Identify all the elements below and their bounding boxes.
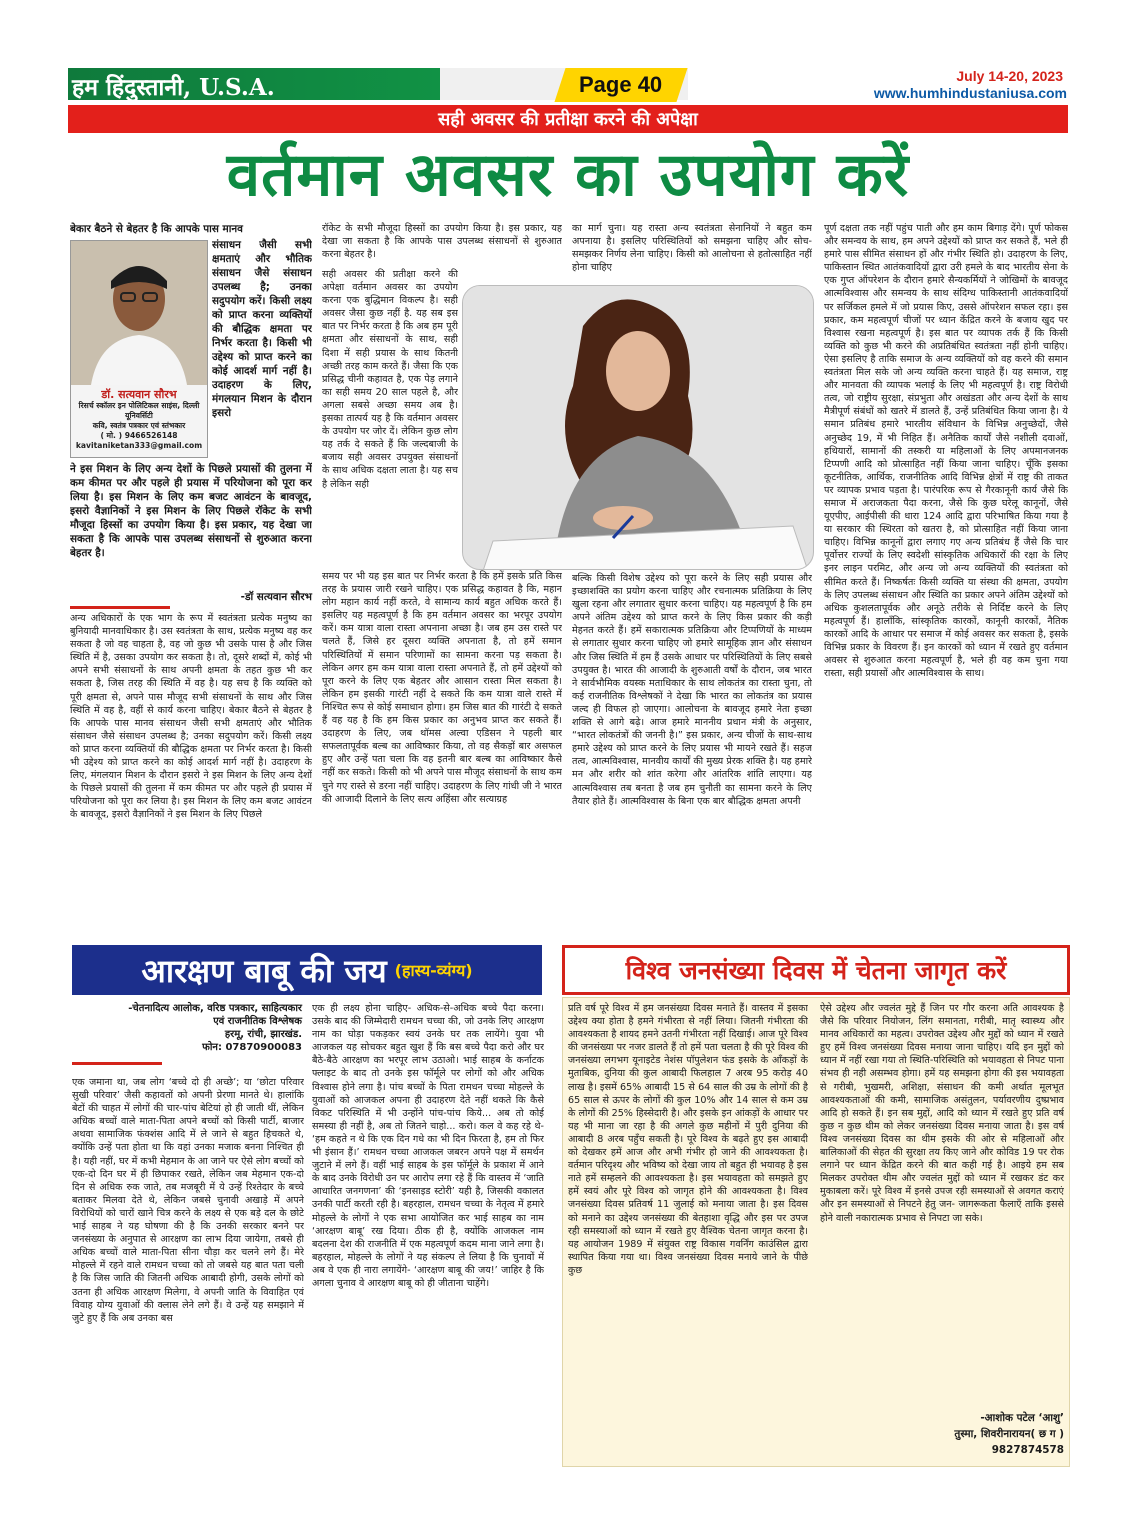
author-name: डॉ. सत्यवान सौरभ (101, 388, 177, 401)
lead-top: बेकार बैठने से बेहतर है कि आपके पास मानव (70, 223, 243, 235)
population-signature (820, 1410, 1064, 1458)
page-number: Page 40 (579, 72, 663, 97)
article1-col2-mid: सही अवसर की प्रतीक्षा करने की अपेक्षा वर्तमान अवसर का उपयोग करना एक बुद्धिमान विकल्प है। सही अवसर जैसा कुछ नहीं है. यह सब इस बात पर निर्भर करता है कि अब हम पूरी क्षमता और संसाधनों के साथ, सही दिशा में सही प्रयास के साथ कितनी अच्छी तरह काम करते हैं। जैसा कि एक प्रसिद्ध चीनी कहावत है, एक पेड़ लगाने का सही समय 20 साल पहले है, और अगला सबसे अच्छा समय अब है। इसका तात्पर्य यह है कि वर्तमान अवसर के उपयोग पर जोर दें। लेकिन कुछ लोग यह तर्क दे सकते हैं कि जल्दबाजी के बजाय सही अवसर उपयुक्त संसाधनों के साथ अधिक दक्षता लाता है। यह सच है लेकिन सही (322, 269, 458, 490)
population-col2: ऐसे उद्देश्य और ज्वलंत मुद्दे हैं जिन पर गौर करना अति आवश्यक है जैसे कि परिवार नियोजन, लिंग समानता, गरीबी, मातृ स्वास्थ्य और मानव अधिकारों का महत्व। उपरोक्त उद्देश्य और मुद्दों को ध्यान में रखते हुए हमें विश्व जनसंख्या दिवस मनाया जाना चाहिए। यदि इन मुद्दों को ध्यान में नहीं रखा गया तो स्थिति-परिस्थिति को भयावहता से निपट पाना संभव ही नही असम्भव होगा। हमें यह समझना होगा की इस भयावहता से गरीबी, भुखमरी, अशिक्षा, संसाधन की कमी अर्थात मूलभूत आवश्यकताओं की कमी, सामाजिक असंतुलन, पर्यावरणीय दुष्प्रभाव आदि हो सकते हैं। इन सब मुद्दों, आदि को ध्यान में रखते हुए प्रति वर्ष कुछ न कुछ थीम को लेकर जनसंख्या दिवस मनाया जाता है। इस वर्ष विश्व जनसंख्या दिवस का थीम इसके की ओर से महिलाओं और बालिकाओं की सेहत की सुरक्षा तय किए जाने और कोविड 19 पर रोक लगाने पर ध्यान केंद्रित करने की बात कही गई है। आइये हम सब मिलकर उपरोक्त थीम और ज्वलंत मुद्दों को ध्यान में रखकर डंट कर मुकाबला करें। पूरे विश्व में इनसे उपज रही समस्याओं से अवगत कराएं और इन समस्याओं से निपटने हेतु जन- जागरूकता फैलाएँ ताकि इससे होने वाली नकारात्मक प्रभाव से निपटा जा सके। (820, 1003, 1064, 1224)
article1-col4: पूर्ण दक्षता तक नहीं पहुंच पाती और हम काम बिगाड़ देंगे। पूर्ण फोकस और समन्वय के साथ, हम अपने उद्देश्यों को प्राप्त कर सकते हैं, भले ही हमारे पास सीमित संसाधन हों और गंभीर स्थिति हो। उदाहरण के लिए, पाकिस्तान स्थित आतंकवादियों द्वारा उरी हमले के बाद भारतीय सेना के एक गुप्त ऑपरेशन के दौरान हमारे सैन्यकर्मियों ने जोखिमों के बावजूद आत्मविश्वास और समन्वय के साथ संदिग्ध पाकिस्तानी आतंकवादियों पर सर्जिकल हमले में जो प्रयास किए, उससे ऑपरेशन सफल रहा। इस प्रकार, कम महत्वपूर्ण चीजों पर ध्यान केंद्रित करने के बजाय खुद पर विश्वास रखना महत्वपूर्ण है। इस बात पर व्यापक तर्क हैं कि किसी व्यक्ति को कुछ भी करने की अप्रतिबंधित स्वतंत्रता नहीं होनी चाहिए। ऐसा इसलिए है ताकि समाज के अन्य व्यक्तियों को वह करने की समान स्वतंत्रता मिल सके जो अन्य व्यक्ति करना चाहते हैं। यह समाज, राष्ट्र और मानवता की व्यापक भलाई के लिए भी महत्वपूर्ण है। राष्ट्र विरोधी तत्व, जो राष्ट्रीय सुरक्षा, संप्रभुता और अखंडता और अन्य देशों के साथ मैत्रीपूर्ण संबंधों को खतरे में डालते हैं, उन्हें प्रतिबंधित किया जाना है। ये समान प्रतिबंध हमारे भारतीय संविधान के विभिन्न अनुच्छेदों, जैसे अनुच्छेद 19, में भी निहित हैं। अनैतिक कार्यों जैसे नशीली दवाओं, हथियारों, सामानों की तस्करी या महिलाओं के लिए अपमानजनक टिप्पणी आदि को प्रोत्साहित नहीं किया जाना चाहिए। चूँकि इसका कूटनीतिक, आर्थिक, राजनीतिक आदि विभिन्न क्षेत्रों में राष्ट्र की ताकत पर व्यापक प्रभाव पड़ता है। पारंपरिक रूप से गैरकानूनी कार्य जैसे कि समाज में अराजकता पैदा करना, जैसे कि कुछ घरेलू कानूनों, जैसे यूएपीए, आईपीसी की धारा 124 आदि द्वारा परिभाषित किया गया है या सरकार की स्थिरता को खतरा है, को प्रोत्साहित नहीं किया जाना चाहिए। विभिन्न कानूनों द्वारा लगाए गए अन्य प्रतिबंध हैं जैसे कि चार पूर्वोत्तर राज्यों के लिए स्वदेशी सांस्कृतिक अधिकारों की रक्षा के लिए इनर लाइन परमिट, और अन्य जो अन्य व्यक्तियों की स्वतंत्रता को सीमित करते हैं। निष्कर्षतः किसी व्यक्ति या संस्था की क्षमता, उपयोग के लिए उपलब्ध संसाधन और स्थिति का प्रकार अपने अंतिम उद्देश्यों को अधिक कुशलतापूर्वक और अनूठे तरीके से निर्दिष्ट करने के लिए महत्वपूर्ण हैं। हालाँकि, सांस्कृतिक कारकों, कानूनी कारकों, नैतिक कारकों आदि के आधार पर समाज में कोई अवसर कर सकता है, इसके विभिन्न प्रकार के विवरण हैं। इन कारकों को ध्यान में रखते हुए वर्तमान अवसर से शुरुआत करना महत्वपूर्ण है, भले ही वह कम चुना गया रास्ता, सही प्रयासों और आत्मविश्वास के साथ। (824, 223, 1068, 680)
signature-phone: 9827874578 (991, 1444, 1064, 1456)
lead-signature: -डॉ सत्यवान सौरभ (240, 591, 312, 603)
byline-line-2: एवं राजनीतिक विश्लेषक (213, 1016, 302, 1027)
article1-col1: अन्य अधिकारों के एक भाग के रूप में स्वतंत्रता प्रत्येक मनुष्य का बुनियादी मानवाधिकार है। उस स्वतंत्रता के साथ, प्रत्येक मनुष्य वह कर सकता है जो वह चाहता है, वह जो कुछ भी उसके पास है और जिस स्थिति में है, उसका उपयोग कर सकता है। तो, दूसरे शब्दों में, कोई भी अपने सभी संसाधनों के साथ अपनी क्षमता के तहत कुछ भी कर सकता है, जिस तरह की स्थिति में वह है। यह सच है कि व्यक्ति को पूरी क्षमता से, अपने पास मौजूद सभी संसाधनों के साथ और जिस स्थिति में वह है, वहीं से कार्य करना चाहिए। बेकार बैठने से बेहतर है कि आपके पास मानव संसाधन जैसी सभी क्षमताएं और भौतिक संसाधन जैसे संसाधन उपलब्ध है; उनका सदुपयोग करें। किसी लक्ष्य को प्राप्त करना व्यक्तियों की बौद्धिक क्षमता पर निर्भर करता है। किसी भी उद्देश्य को प्राप्त करने का कोई आदर्श मार्ग नहीं है। उदाहरण के लिए, मंगलयान मिशन के दौरान इसरो ने इस मिशन के लिए अन्य देशों के पिछले प्रयासों की तुलना में कम कीमत पर और पहले ही प्रयास में परियोजना को पूरा कर लिया है। इस मिशन के लिए कम बजट आवंटन के बावजूद, इसरो वैज्ञानिकों ने इस मिशन के लिए पिछले (70, 613, 312, 821)
satire-tag: (हास्य-व्यंग्य) (394, 961, 473, 980)
divider (70, 606, 170, 609)
signature-name: -आशोक पटेल ‘आशु’ (980, 1412, 1064, 1424)
byline-line-1: -चेतनादित्य आलोक, वरिष्ठ पत्रकार, साहित्यकार (128, 1003, 302, 1014)
signature-place: तुस्मा, शिवरीनारायन( छ ग ) (954, 1428, 1064, 1440)
byline-line-4: फोन: 07870900083 (202, 1042, 302, 1053)
author-role-2: कवि, स्वतंत्र पत्रकार एवं स्तंभकार (92, 421, 186, 430)
author-phone: ( मो. ) 9466526148 (100, 431, 178, 440)
satire-col1: एक जमाना था, जब लोग ‘बच्चे दो ही अच्छे’; या ‘छोटा परिवार सुखी परिवार’ जैसी कहावतों को अपनी प्रेरणा मानते थे। हालांकि बेटों की चाहत में लोगों की चार-पांच बेटियां हो ही जाती थीं, लेकिन अधिक बच्चों वाले माता-पिता अपने बच्चों को किसी पार्टी, बाजार अथवा सामाजिक फंक्शंस आदि में ले जाने से बहुत हिचकते थे, क्योंकि उन्हें पता होता था कि वहां उनका मजाक बनना निश्चित ही है। यही नहीं, घर में कभी मेहमान के आ जाने पर ऐसे लोग बच्चों को एक-दो दिन घर में ही छिपाकर रखते, लेकिन जब मेहमान एक-दो दिन से अधिक रुक जाते, तब मजबूरी में ये उन्हें रिश्तेदार के बच्चे बताकर मिलवा देते थे, लेकिन जबसे चुनावी अखाड़े में अपने विरोधियों को चारों खाने चित्र करने के लक्ष्य से एक बड़े दल के छोटे भाई साहब ने यह घोषणा की है कि उनकी सरकार बनने पर जनसंख्या के अनुपात से आरक्षण का लाभ दिया जायेगा, तबसे ही अधिक बच्चों वाले माता-पिता सीना चौड़ा कर चलने लगे हैं। मेरे मोहल्ले में रहने वाले रामधन चच्चा को तो जबसे यह बात पता चली है कि जिस जाति की जितनी अधिक आबादी होगी, उसके लोगों को उतना ही अधिक आरक्षण मिलेगा, वे अपनी जाति के विवाहित एवं विवाह योग्य युवाओं की क्लास लेने लगे हैं। वे उन्हें यह समझाने में जुटे हुए हैं कि अब उनका बस (72, 1077, 304, 1324)
student-writing-photo (462, 285, 814, 570)
masthead-title: हम हिंदुस्तानी, U.S.A. (72, 74, 275, 101)
satire-col2: एक ही लक्ष्य होना चाहिए- अधिक-से-अधिक बच्चे पैदा करना। उसके बाद की जिम्मेदारी रामधन चच्चा की, जो उनके लिए आरक्षण नाम का घोड़ा पकड़कर स्वयं उनके घर तक लायेंगे। युवा भी आजकल यह सोचकर बहुत खुश हैं कि बस बच्चे पैदा करो और घर बैठे-बैठे आरक्षण का भरपूर लाभ उठाओ। भाई साहब के कर्नाटक फ्लाइट के बाद तो उनके इस फॉर्मूले पर लोगों को और अधिक विश्वास होने लगा है। पांच बच्चों के पिता रामधन चच्चा मोहल्ले के युवाओं को आजकल अपना ही उदाहरण देते नहीं थकते कि कैसे विकट परिस्थिति में भी उन्होंने पांच-पांच किये... अब तो कोई समस्या ही नहीं है, अब तो जितने चाहो... करो। कल वे कह रहे थे- ‘हम कहते न थे कि एक दिन गधे का भी दिन फिरता है, हम तो फिर भी इंसान हैं।’ रामधन चच्चा आजकल जबरन अपने पक्ष में समर्थन जुटाने में लगे हैं। वहीं भाई साहब के इस फॉर्मूले के प्रकाश में आने के बाद उनके विरोधी उन पर आरोप लगा रहे हैं कि वास्तव में ‘जाति आधारित जनगणना’ की ‘इनसाइड स्टोरी’ यही है, जिसकी वकालत उनकी पार्टी करती रही है। बहरहाल, रामधन चच्चा के नेतृत्व में हमारे मोहल्ले के लोगों ने एक सभा आयोजित कर भाई साहब का नाम ‘आरक्षण बाबू’ रख दिया। ठीक ही है, क्योंकि आजकल नाम बदलना देश की राजनीति में एक महत्वपूर्ण कदम माना जाने लगा है। बहरहाल, मोहल्ले के लोगों ने यह संकल्प ले लिया है कि चुनावों में अब वे एक ही नारा लगायेंगे- ‘आरक्षण बाबू की जय!’ जाहिर है कि अगला चुनाव वे आरक्षण बाबू को ही जीताना चाहेंगे। (312, 1003, 544, 1289)
article-kicker: सही अवसर की प्रतीक्षा करने की अपेक्षा (68, 105, 1068, 133)
page-number-tab (554, 68, 687, 102)
author-photo (71, 241, 207, 385)
article-headline: वर्तमान अवसर का उपयोग करें (226, 140, 910, 210)
site-url[interactable]: www.humhindustaniusa.com (873, 85, 1067, 101)
author-role: रिसर्च स्कॉलर इन पोलिटिकल साइंस, दिल्ली यूनिवर्सिटी (78, 401, 200, 420)
article1-col3-top: का मार्ग चुना। यह रास्ता अन्य स्वतंत्रता सेनानियों ने बहुत कम अपनाया है। इसलिए परिस्थितियों को समझना चाहिए और सोच-समझकर निर्णय लेना चाहिए। किसी को आलोचना से हतोत्साहित नहीं होना चाहिए (572, 223, 812, 274)
author-portrait-image (71, 241, 207, 385)
author-description (73, 401, 205, 451)
divider (72, 1062, 162, 1065)
author-email[interactable]: kavitaniketan333@gmail.com (75, 441, 203, 450)
satire-title-banner (72, 945, 542, 995)
satire-title: आरक्षण बाबू की जय (141, 951, 387, 990)
article1-col2-bottom: समय पर भी यह इस बात पर निर्भर करता है कि हमें इसके प्रति किस तरह के प्रयास जारी रखने चाहिए। एक प्रसिद्ध कहावत है कि, महान लोग महान कार्य नहीं करते, वे सामान्य कार्य बहुत अधिक करते हैं। इसलिए यह महत्वपूर्ण है कि हम वर्तमान अवसर का भरपूर उपयोग करें। कम यात्रा वाला रास्ता अपनाना अच्छा है। जब हम उस रास्ते पर चलते हैं, जिसे हर दूसरा व्यक्ति अपनाता है, तो हमें समान परिस्थितियों में समान परिणामों का सामना करना पड़ सकता है। लेकिन अगर हम कम यात्रा वाला रास्ता अपनाते हैं, तो हमें उद्देश्यों को पूरा करने के लिए एक बेहतर और आसान रास्ता मिल सकता है। लेकिन हम इसकी गारंटी नहीं दे सकते कि कम यात्रा वाले रास्ते में निश्चित रूप से कोई समाधान होगा। हम जिस बात की गारंटी दे सकते हैं वह यह है कि हम किस प्रकार का अनुभव प्राप्त कर सकते हैं। उदाहरण के लिए, जब थॉमस अल्वा एडिसन ने पहली बार सफलतापूर्वक बल्ब का आविष्कार किया, तो वह सैकड़ों बार असफल हुए और उन्हें पता चला कि वह इतनी बार बल्ब का आविष्कार कैसे नहीं कर सकते। किसी को भी अपने पास मौजूद संसाधनों के साथ कम चुने गए रास्ते से डरना नहीं चाहिए। उदाहरण के लिए गांधी जी ने भारत की आजादी दिलाने के लिए सत्य अहिंसा और सत्याग्रह (322, 571, 562, 805)
lead-bottom: ने इस मिशन के लिए अन्य देशों के पिछले प्रयासों की तुलना में कम कीमत पर और पहले ही प्रयास में परियोजना को पूरा कर लिया है। इस मिशन के लिए कम बजट आवंटन के बावजूद, इसरो वैज्ञानिकों ने इस मिशन के लिए पिछले रॉकेट के सभी मौजूदा हिस्सों का उपयोग किया है। इस प्रकार, यह देखा जा सकता है कि आपके पास उपलब्ध संसाधनों से शुरुआत करना बेहतर है। (70, 463, 312, 559)
population-title: विश्व जनसंख्या दिवस में चेतना जागृत करें (562, 945, 1070, 995)
satire-byline (72, 1002, 302, 1054)
article1-col2-top: रॉकेट के सभी मौजूदा हिस्सों का उपयोग किया है। इस प्रकार, यह देखा जा सकता है कि आपके पास उपलब्ध संसाधनों से शुरुआत करना बेहतर है। (322, 223, 562, 261)
byline-line-3: हरमू, रांची, झारखंड. (224, 1029, 302, 1040)
student-image (463, 286, 814, 570)
author-card (70, 240, 208, 458)
lead-side: संसाधन जैसी सभी क्षमताएं और भौतिक संसाधन जैसे संसाधन उपलब्ध है; उनका सदुपयोग करें। किसी लक्ष्य को प्राप्त करना व्यक्तियों की बौद्धिक क्षमता पर निर्भर करता है। किसी भी उद्देश्य को प्राप्त करने का कोई आदर्श मार्ग नहीं है। उदाहरण के लिए, मंगलयान मिशन के दौरान इसरो (212, 239, 312, 419)
population-col1: प्रति वर्ष पूरे विश्व में हम जनसंख्या दिवस मनाते हैं। वास्तव में इसका उद्देश्य क्या होता है हमने गंभीरता से नहीं लिया। जितनी गंभीरता की आवश्यकता है शायद हमने उतनी गंभीरता नहीं दिखाई। आज पूरे विश्व की जनसंख्या पर नजर डालते हैं तो हमें पता चलता है की पूरे विश्व की जनसंख्या लगभग यूनाइटेड नेशंस पॉपुलेशन फंड इसके के आँकड़ों के मुताबिक, दुनिया की कुल आबादी फिलहाल 7 अरब 95 करोड़ 40 लाख है। इसमें 65% आबादी 15 से 64 साल की उम्र के लोगों की है 65 साल से ऊपर के लोगों की कुल 10% और 14 साल से कम उम्र के लोगों की 25% हिस्सेदारी है। और इसके इन आंकड़ों के आधार पर यह भी माना जा रहा है की अगले कुछ महीनों में पुरी दुनिया की आबादी 8 अरब पहुँच सकती है। पूरे विश्व के बढ़ते हुए इस आबादी को देखकर हमें आज और अभी गंभीर हो जाने की आवश्यकता है। वर्तमान परिदृश्य और भविष्य को देखा जाय तो बहुत ही भयावह है इस नाते हमें सम्हलने की आवश्यकता है। इस भयावहता को समझते हुए हमें स्वयं और पूरे विश्व को जागृत होने की आवश्यकता है। विश्व जनसंख्या दिवस प्रतिवर्ष 11 जुलाई को मनाया जाता है। इस दिवस को मनाने का उद्देश्य जनसंख्या की बेतहाशा वृद्धि और इस पर उपज रही समस्याओं को ध्यान में रखते हुए वैश्विक चेतना जागृत करना है। यह आयोजन 1989 में संयुक्त राष्ट्र विकास गवर्निंग काउंसिल द्वारा स्थापित किया गया था। विश्व जनसंख्या दिवस मनाये जाने के पीछे कुछ (568, 1003, 808, 1276)
article1-col3-bottom: बल्कि किसी विशेष उद्देश्य को पूरा करने के लिए सही प्रयास और इच्छाशक्ति का प्रयोग करना चाहिए और रचनात्मक प्रतिक्रिया के लिए खुला रहना और लगातार सुधार करना चाहिए। यह महत्वपूर्ण है कि हम अपने अंतिम उद्देश्य को प्राप्त करने के लिए किस प्रकार की कड़ी मेहनत करते हैं। हमें सकारात्मक प्रतिक्रिया और टिप्पणियों के माध्यम से लगातार सुधार करना चाहिए जो हमारे सामूहिक ज्ञान और संसाधन और जिस स्थिति में हम हैं उसके आधार पर परिस्थितियों के लिए सबसे उपयुक्त है। भारत की आजादी के शुरुआती वर्षों के दौरान, जब भारत ने सार्वभौमिक वयस्क मताधिकार के साथ लोकतंत्र का रास्ता चुना, तो कई राजनीतिक विश्लेषकों ने देखा कि भारत का लोकतंत्र का प्रयास जल्द ही विफल हो जाएगा। आलोचना के बावजूद हमारे नेता इच्छा शक्ति से आगे बढ़े। आज हमारे माननीय प्रधान मंत्री के अनुसार, “भारत लोकतंत्रों की जननी है।” इस प्रकार, अन्य चीजों के साथ-साथ हमारे उद्देश्य को प्राप्त करने के लिए प्रयास भी मायने रखते हैं। सहज तत्व, आत्मविश्वास, मानवीय कार्यों की मुख्य प्रेरक शक्ति है। यह हमारे मन और शरीर को शांत करेगा और आंतरिक शांति लाएगा। यह आत्मविश्वास तब बनता है जब हम चुनौती का सामना करने के लिए तैयार होते हैं। आत्मविश्वास के बिना एक बार बौद्धिक क्षमता अपनी (572, 573, 812, 807)
issue-date: July 14-20, 2023 (956, 68, 1063, 84)
